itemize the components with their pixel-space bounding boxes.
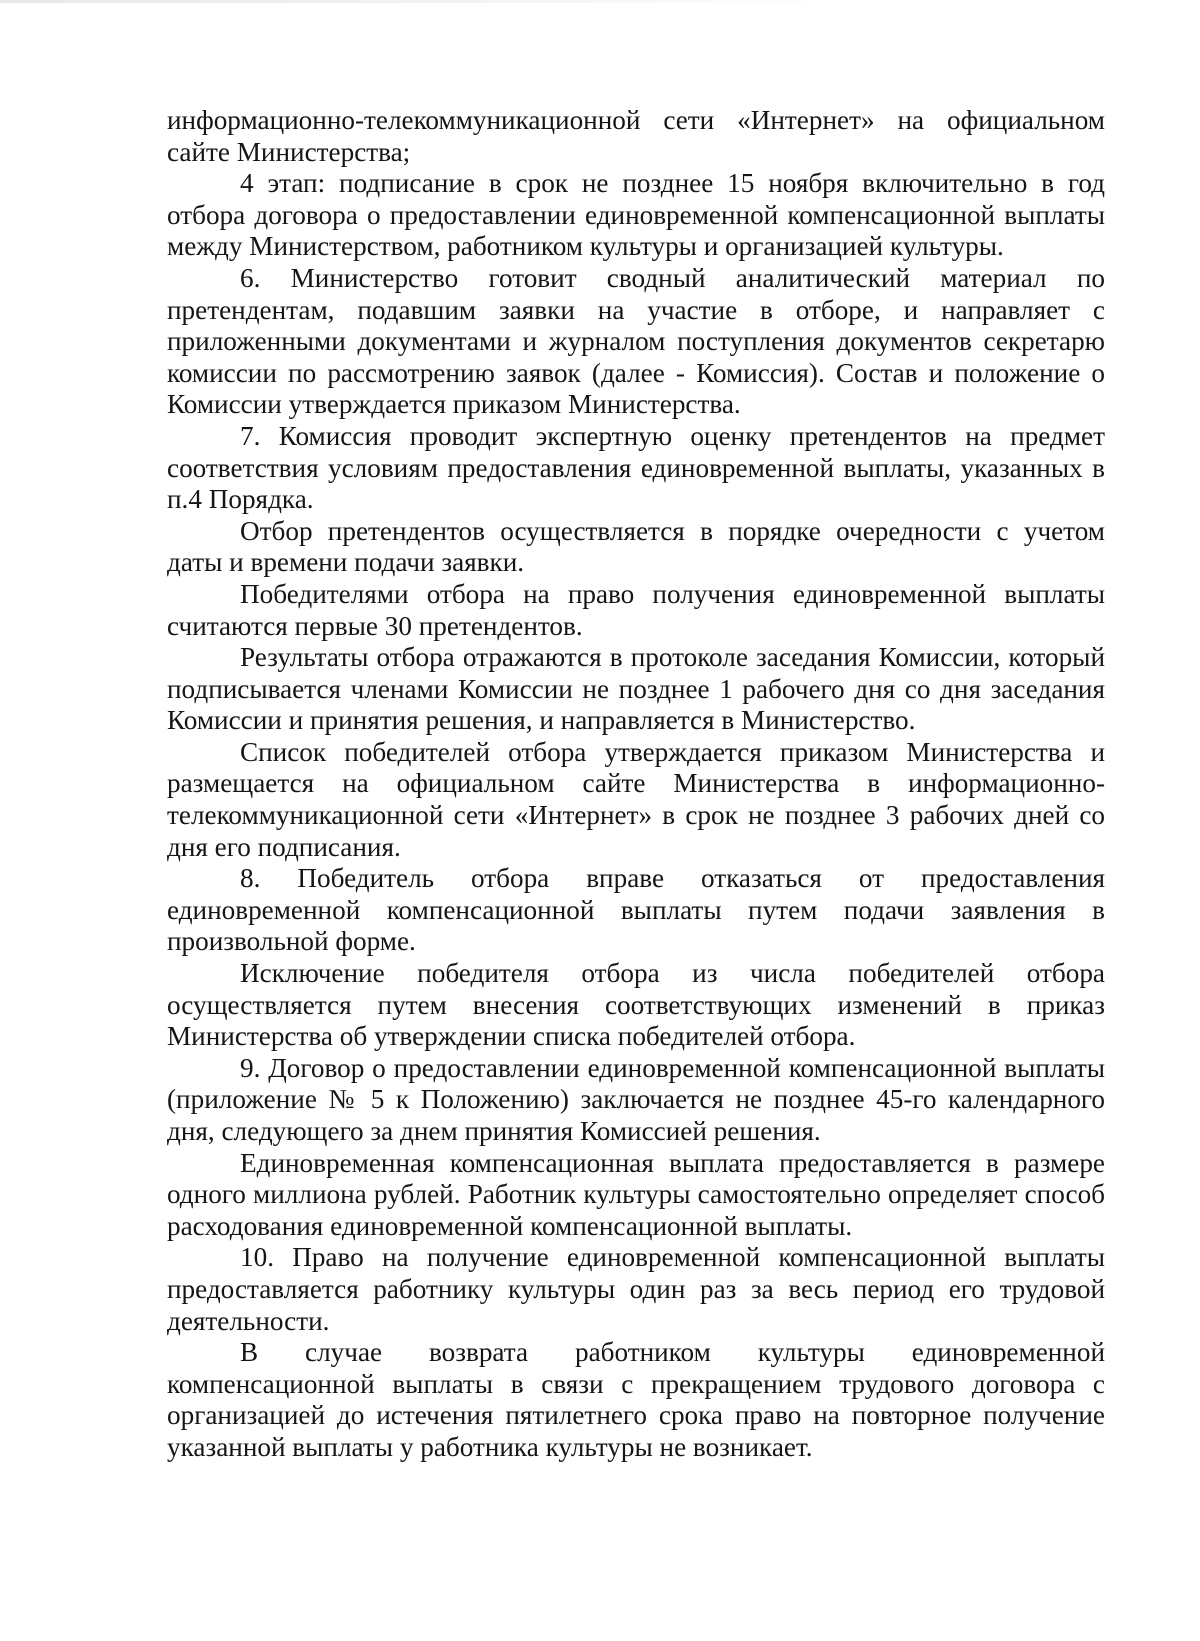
paragraph-winners-list: Список победителей отбора утверждается приказом Министерства и размещается на официальном сайте Министерства в информационно-телекоммуникационной сети «Интернет» в срок не позднее 3 рабочих дней со дня его подписания. [167, 736, 1105, 862]
paragraph-results: Результаты отбора отражаются в протоколе заседания Комиссии, который подписывается членами Комиссии не позднее 1 рабочего дня со дня заседания Комиссии и принятия решения, и направляется в Министерство. [167, 642, 1105, 736]
paragraph-item-10: 10. Право на получение единовременной компенсационной выплаты предоставляется работнику культуры один раз за весь период его трудовой деятельности. [167, 1242, 1105, 1336]
document-body [167, 105, 1105, 1464]
paragraph-winners: Победителями отбора на право получения единовременной выплаты считаются первые 30 претендентов. [167, 578, 1105, 641]
paragraph-payment-amount: Единовременная компенсационная выплата предоставляется в размере одного миллиона рублей. Работник культуры самостоятельно определяет способ расходования единовременной компенсационной выплаты. [167, 1147, 1105, 1241]
paragraph-continuation: информационно-телекоммуникационной сети «Интернет» на официальном сайте Министерства; [167, 105, 1105, 167]
paragraph-item-8: 8. Победитель отбора вправе отказаться от предоставления единовременной компенсационной выплаты путем подачи заявления в произвольной форме. [167, 863, 1105, 957]
paragraph-item-6: 6. Министерство готовит сводный аналитический материал по претендентам, подавшим заявки на участие в отборе, и направляет с приложенными документами и журналом поступления документов секретарю комиссии по рассмотрению заявок (далее - Комиссия). Состав и положение о Комиссии утверждается приказом Министерства. [167, 262, 1105, 420]
paragraph-exclusion: Исключение победителя отбора из числа победителей отбора осуществляется путем внесения соответствующих изменений в приказ Министерства об утверждении списка победителей отбора. [167, 958, 1105, 1052]
paragraph-refund: В случае возврата работником культуры единовременной компенсационной выплаты в связи с прекращением трудового договора с организацией до истечения пятилетнего срока право на повторное получение указанной выплаты у работника культуры не возникает. [167, 1337, 1105, 1462]
paragraph-stage-4: 4 этап: подписание в срок не позднее 15 ноября включительно в год отбора договора о предоставлении единовременной компенсационной выплаты между Министерством, работником культуры и организацией культуры. [167, 168, 1105, 262]
paragraph-selection-order: Отбор претендентов осуществляется в порядке очередности с учетом даты и времени подачи заявки. [167, 515, 1105, 578]
paragraph-item-9: 9. Договор о предоставлении единовременной компенсационной выплаты (приложение № 5 к Положению) заключается не позднее 45-го календарного дня, следующего за днем принятия Комиссией решения. [167, 1052, 1105, 1146]
paragraph-item-7: 7. Комиссия проводит экспертную оценку претендентов на предмет соответствия условиям предоставления единовременной выплаты, указанных в п.4 Порядка. [167, 420, 1105, 515]
scan-top-edge [0, 0, 850, 3]
